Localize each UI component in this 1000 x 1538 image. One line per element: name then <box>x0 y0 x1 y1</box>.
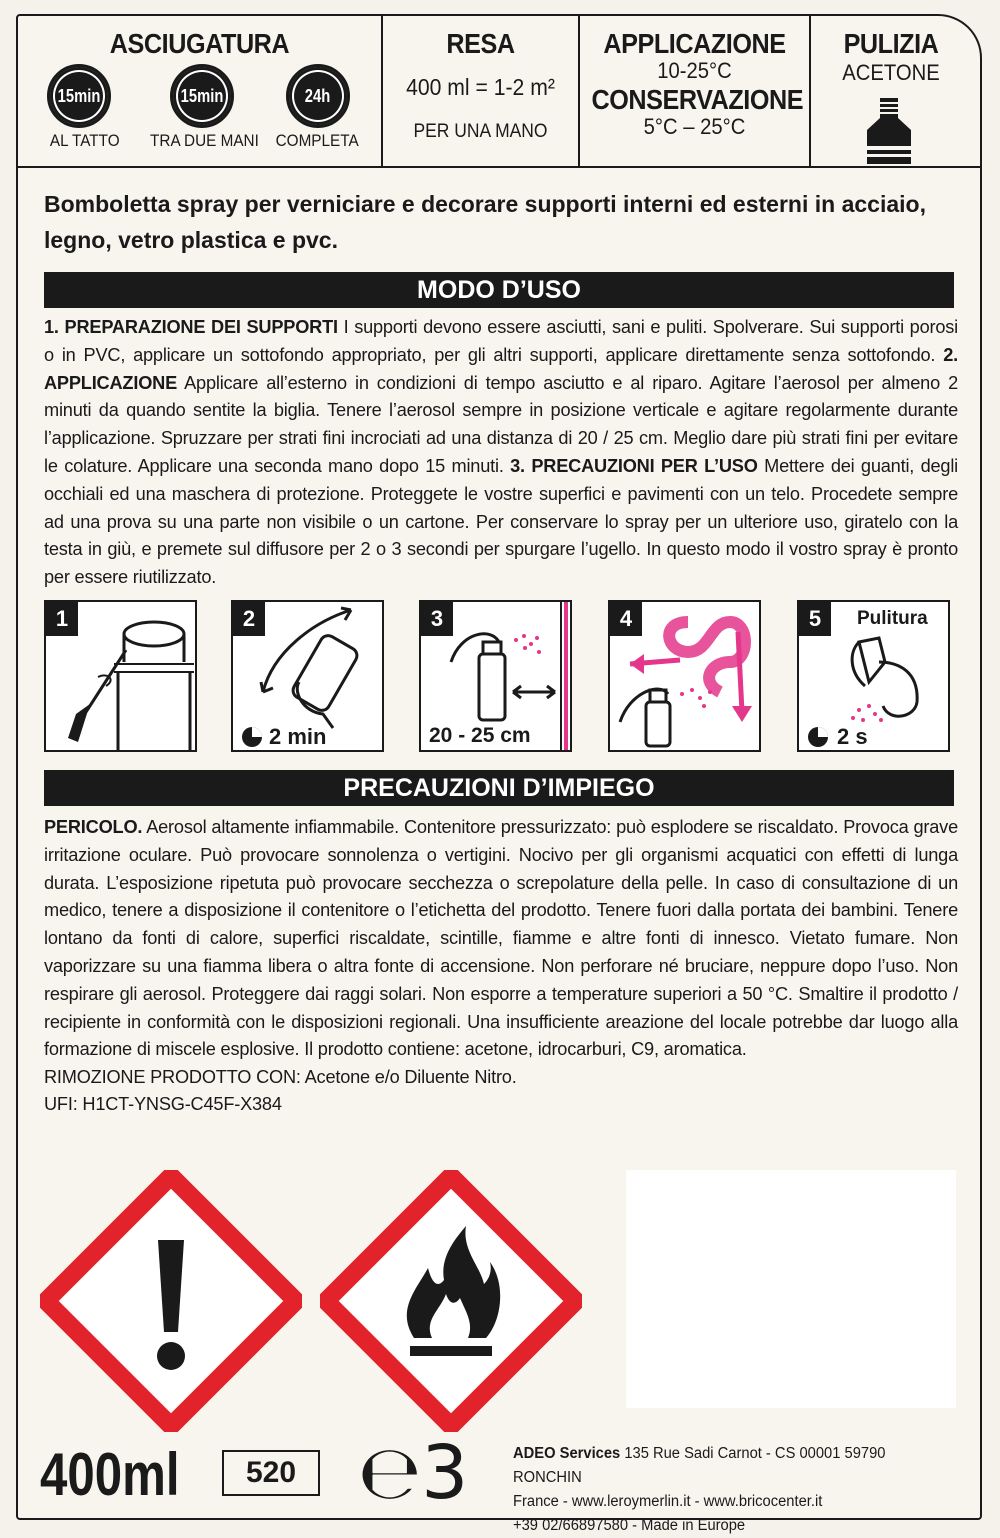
step1-label: 1. PREPARAZIONE DEI SUPPORTI <box>44 317 338 337</box>
step-number: 1 <box>46 602 78 636</box>
step-panel-2 <box>231 600 384 752</box>
step3-label: 3. PRECAUZIONI PER L’USO <box>510 455 758 476</box>
yield-title: RESA <box>446 28 515 59</box>
precautions-heading: PRECAUZIONI D’IMPIEGO <box>44 770 954 806</box>
application-title: APPLICAZIONE <box>603 28 786 59</box>
step1-text: I supporti devono essere asciutti, sani e puliti. Spolverare. Sui supporti porosi o in PVC, applicare un sottofondo appropriato, per gli altri supporti, applicare direttamente senza sottofondo. <box>44 317 958 365</box>
can-nozzle-icon <box>46 602 197 752</box>
step-title: Pulitura <box>857 608 928 629</box>
step2-text: Applicare all’esterno in condizioni di tempo asciutto e al riparo. Agitare l’aerosol per almeno 2 minuti da quando sentite la biglia. Tenere l’aerosol sempre in posizione verticale e agitare regolarmente durante l’applicazione. Spruzzare per strati fini incrociati ad una distanza di 20 / 25 cm. Meglio dare più strati fini per evitare le colature. Applicare una seconda mano dopo 15 minuti. <box>44 372 958 476</box>
product-code: 520 <box>222 1450 320 1496</box>
step-caption: 20 - 25 cm <box>429 724 531 747</box>
estimated-sign: ℮3 <box>358 1430 469 1516</box>
volume-mark: 400ml <box>40 1441 180 1508</box>
step-number: 4 <box>610 602 642 636</box>
step-panel-4 <box>608 600 761 752</box>
timer-caption: AL TATTO <box>49 131 120 150</box>
clock-icon <box>241 726 263 748</box>
address-line-1: 135 Rue Sadi Carnot - CS 00001 59790 RONCHIN <box>513 1445 886 1486</box>
step-number: 3 <box>421 602 453 636</box>
hazard-statements: Aerosol altamente infiammabile. Contenitore pressurizzato: può esplodere se riscaldato. Provoca grave irritazione oculare. Può provocare sonnolenza o vertigini. Nocivo per gli organismi acquatici con effetti di lunga durata. L’esposizione ripetuta può provocare secchezza o screpolature della pelle. In caso di consultazione di un medico, tenere a disposizione il contenitore o l’etichetta del prodotto. Tenere fuori dalla portata dei bambini. Tenere lontano da fonti di calore, superfici riscaldate, scintille, fiamme e altre fonti di innesco. Vietato fumare. Non vaporizzare su una fiamma libera o altra fonte di accensione. Non perforare né bruciare, neppure dopo l’uso. Non respirare gli aerosol. Proteggere dai raggi solari. Non esporre a temperature superiori a 50 °C. Smaltire il prodotto / recipiente in conformità con le disposizioni regionali. Una insufficiente areazione del locale potrebbe dar luogo alla formazione di miscele esplosive. Il prodotto contiene: acetone, idrocarburi, C9, aromatica. <box>44 817 958 1060</box>
product-description: Bomboletta spray per verniciare e decorare supporti interni ed esterni in acciaio, legno, vetro plastica e pvc. <box>44 191 926 253</box>
application-section <box>580 14 809 167</box>
step-panel-5 <box>797 600 950 752</box>
exclamation-icon <box>40 1170 302 1432</box>
drying-section <box>18 14 381 167</box>
timer-icon: 15min <box>170 64 234 128</box>
step2-label: 2. APPLICAZIONE <box>44 344 958 393</box>
storage-temp: 5°C – 25°C <box>643 114 746 139</box>
cleaning-section <box>811 14 971 167</box>
spray-pattern-icon <box>610 602 761 752</box>
yield-note: PER UNA MANO <box>413 121 548 142</box>
cleaning-agent: ACETONE <box>842 60 940 85</box>
drying-title: ASCIUGATURA <box>109 28 290 59</box>
yield-section <box>383 14 578 167</box>
flame-icon <box>320 1170 582 1432</box>
clock-icon <box>807 726 829 748</box>
precautions-text <box>44 814 958 1064</box>
step-panel-3 <box>419 600 572 752</box>
cleaning-title: PULIZIA <box>843 28 939 59</box>
timer-caption: TRA DUE MANI <box>150 131 259 150</box>
step-number: 2 <box>233 602 265 636</box>
step-caption: 2 min <box>269 724 327 749</box>
application-temp: 10-25°C <box>657 58 732 83</box>
step3-text: Mettere dei guanti, degli occhiali ed una maschera di protezione. Proteggete le vostre superfici e pavimenti con un telo. Procedete sempre ad una prova su una parte non visibile o un cartone. Per conservare lo spray per un ulteriore uso, giratelo con la testa in giù, e premete sul diffusore per 2 o 3 secondi per spurgare l’ugello. In questo modo il vostro spray è pronto per essere riutilizzato. <box>44 455 958 588</box>
removal-note: RIMOZIONE PRODOTTO CON: Acetone e/o Diluente Nitro. <box>44 1067 517 1087</box>
step-caption: 2 s <box>837 724 868 749</box>
address-line-2: France - www.leroymerlin.it - www.bricocenter.it <box>513 1493 823 1510</box>
bottle-icon <box>863 96 915 164</box>
address-line-3: +39 02/66897580 - Made in Europe <box>513 1517 746 1534</box>
yield-value: 400 ml = 1-2 m² <box>406 74 555 100</box>
step-number: 5 <box>799 602 831 636</box>
timer-icon: 15min <box>47 64 111 128</box>
timer-icon: 24h <box>286 64 350 128</box>
company-address <box>513 1442 941 1538</box>
ufi-code: UFI: H1CT-YNSG-C45F-X384 <box>44 1094 282 1114</box>
danger-label: PERICOLO. <box>44 817 143 837</box>
blank-label-area <box>626 1170 956 1408</box>
timer-caption: COMPLETA <box>275 131 359 150</box>
usage-text <box>44 314 958 592</box>
step-panel-1 <box>44 600 197 752</box>
company-name: ADEO Services <box>513 1445 621 1462</box>
usage-heading: MODO D’USO <box>44 272 954 308</box>
storage-title: CONSERVAZIONE <box>591 84 804 115</box>
